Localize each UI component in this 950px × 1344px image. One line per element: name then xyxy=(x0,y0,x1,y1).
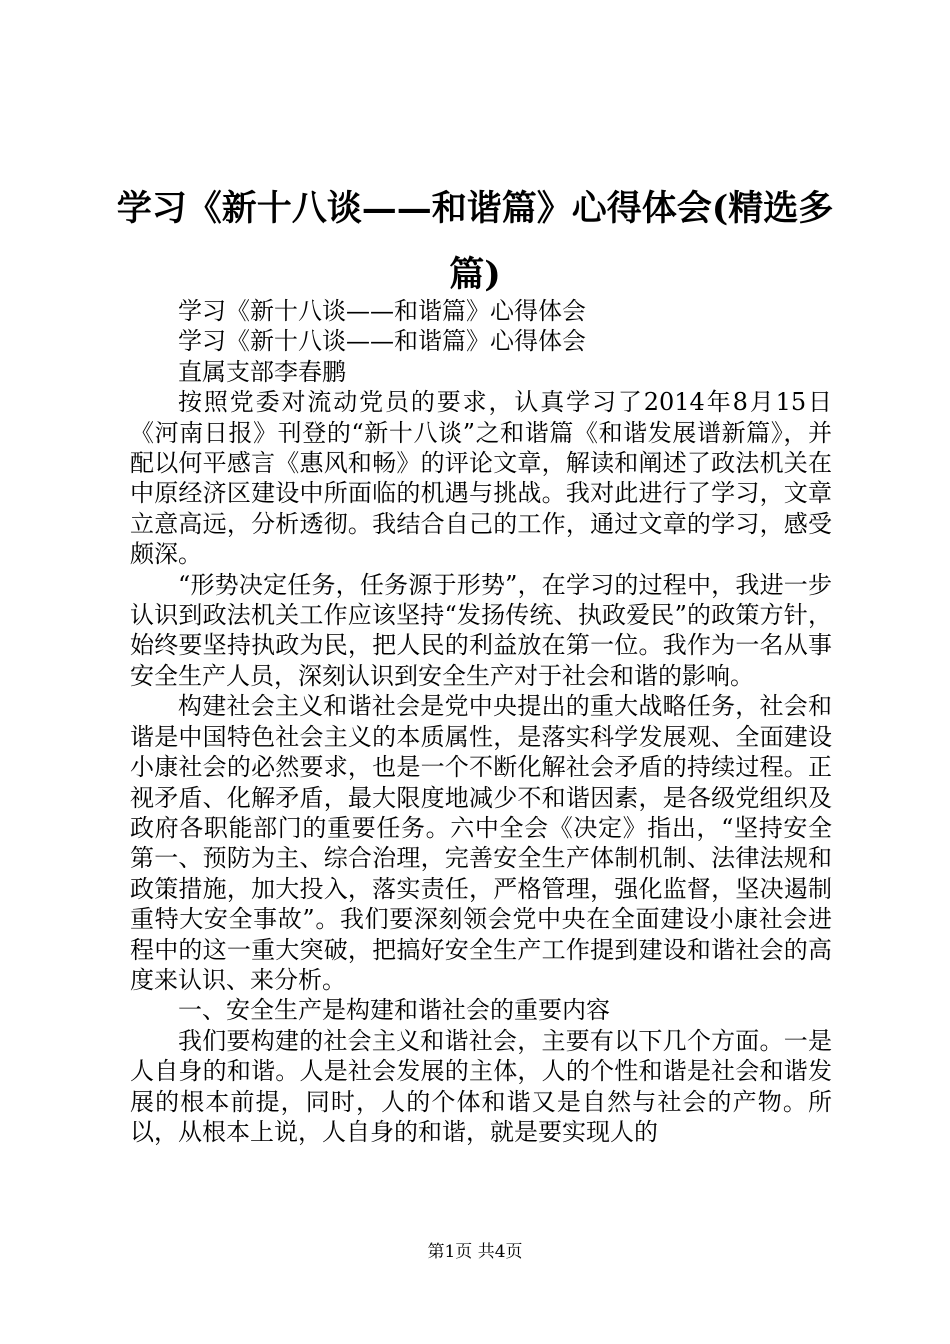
section-heading-1: 一、安全生产是构建和谐社会的重要内容 xyxy=(178,996,610,1025)
document-body xyxy=(130,296,832,1147)
paragraph-author: 直属支部李春鹏 xyxy=(178,357,346,386)
paragraph-aspects: 我们要构建的社会主义和谐社会，主要有以下几个方面。一是人自身的和谐。人是社会发展的主体，人的个性和谐是社会和谐发展的根本前提，同时，人的个体和谐又是自然与社会的产物。所以，从根本上说，人自身的和谐，就是要实现人的 xyxy=(130,1026,832,1146)
paragraph-situation: “形势决定任务，任务源于形势”，在学习的过程中，我进一步认识到政法机关工作应该坚持“发扬传统、执政爱民”的政策方针，始终要坚持执政为民，把人民的利益放在第一位。我作为一名从事安全生产人员，深刻认识到安全生产对于社会和谐的影响。 xyxy=(130,570,832,690)
paragraph-heading-1: 学习《新十八谈——和谐篇》心得体会 xyxy=(178,297,586,325)
page-number-footer: 第1页 共4页 xyxy=(427,1242,523,1262)
paragraph-intro: 按照党委对流动党员的要求，认真学习了2014年8月15日《河南日报》刊登的“新十八谈”之和谐篇《和谐发展谱新篇》，并配以何平感言《惠风和畅》的评论文章，解读和阐述了政法机关在中原经济区建设中所面临的机遇与挑战。我对此进行了学习，文章立意高远，分析透彻。我结合自己的工作，通过文章的学习，感受颇深。 xyxy=(130,388,832,569)
document-title: 学习《新十八谈——和谐篇》心得体会(精选多篇) xyxy=(116,188,834,295)
paragraph-harmonious-society: 构建社会主义和谐社会是党中央提出的重大战略任务，社会和谐是中国特色社会主义的本质属性，是落实科学发展观、全面建设小康社会的必然要求，也是一个不断化解社会矛盾的持续过程。正视矛盾、化解矛盾，最大限度地减少不和谐因素，是各级党组织及政府各职能部门的重要任务。六中全会《决定》指出，“坚持安全第一、预防为主、综合治理，完善安全生产体制机制、法律法规和政策措施，加大投入，落实责任，严格管理，强化监督，坚决遏制重特大安全事故”。我们要深刻领会党中央在全面建设小康社会进程中的这一重大突破，把搞好安全生产工作提到建设和谐社会的高度来认识、来分析。 xyxy=(130,692,832,994)
paragraph-heading-2: 学习《新十八谈——和谐篇》心得体会 xyxy=(178,327,586,356)
